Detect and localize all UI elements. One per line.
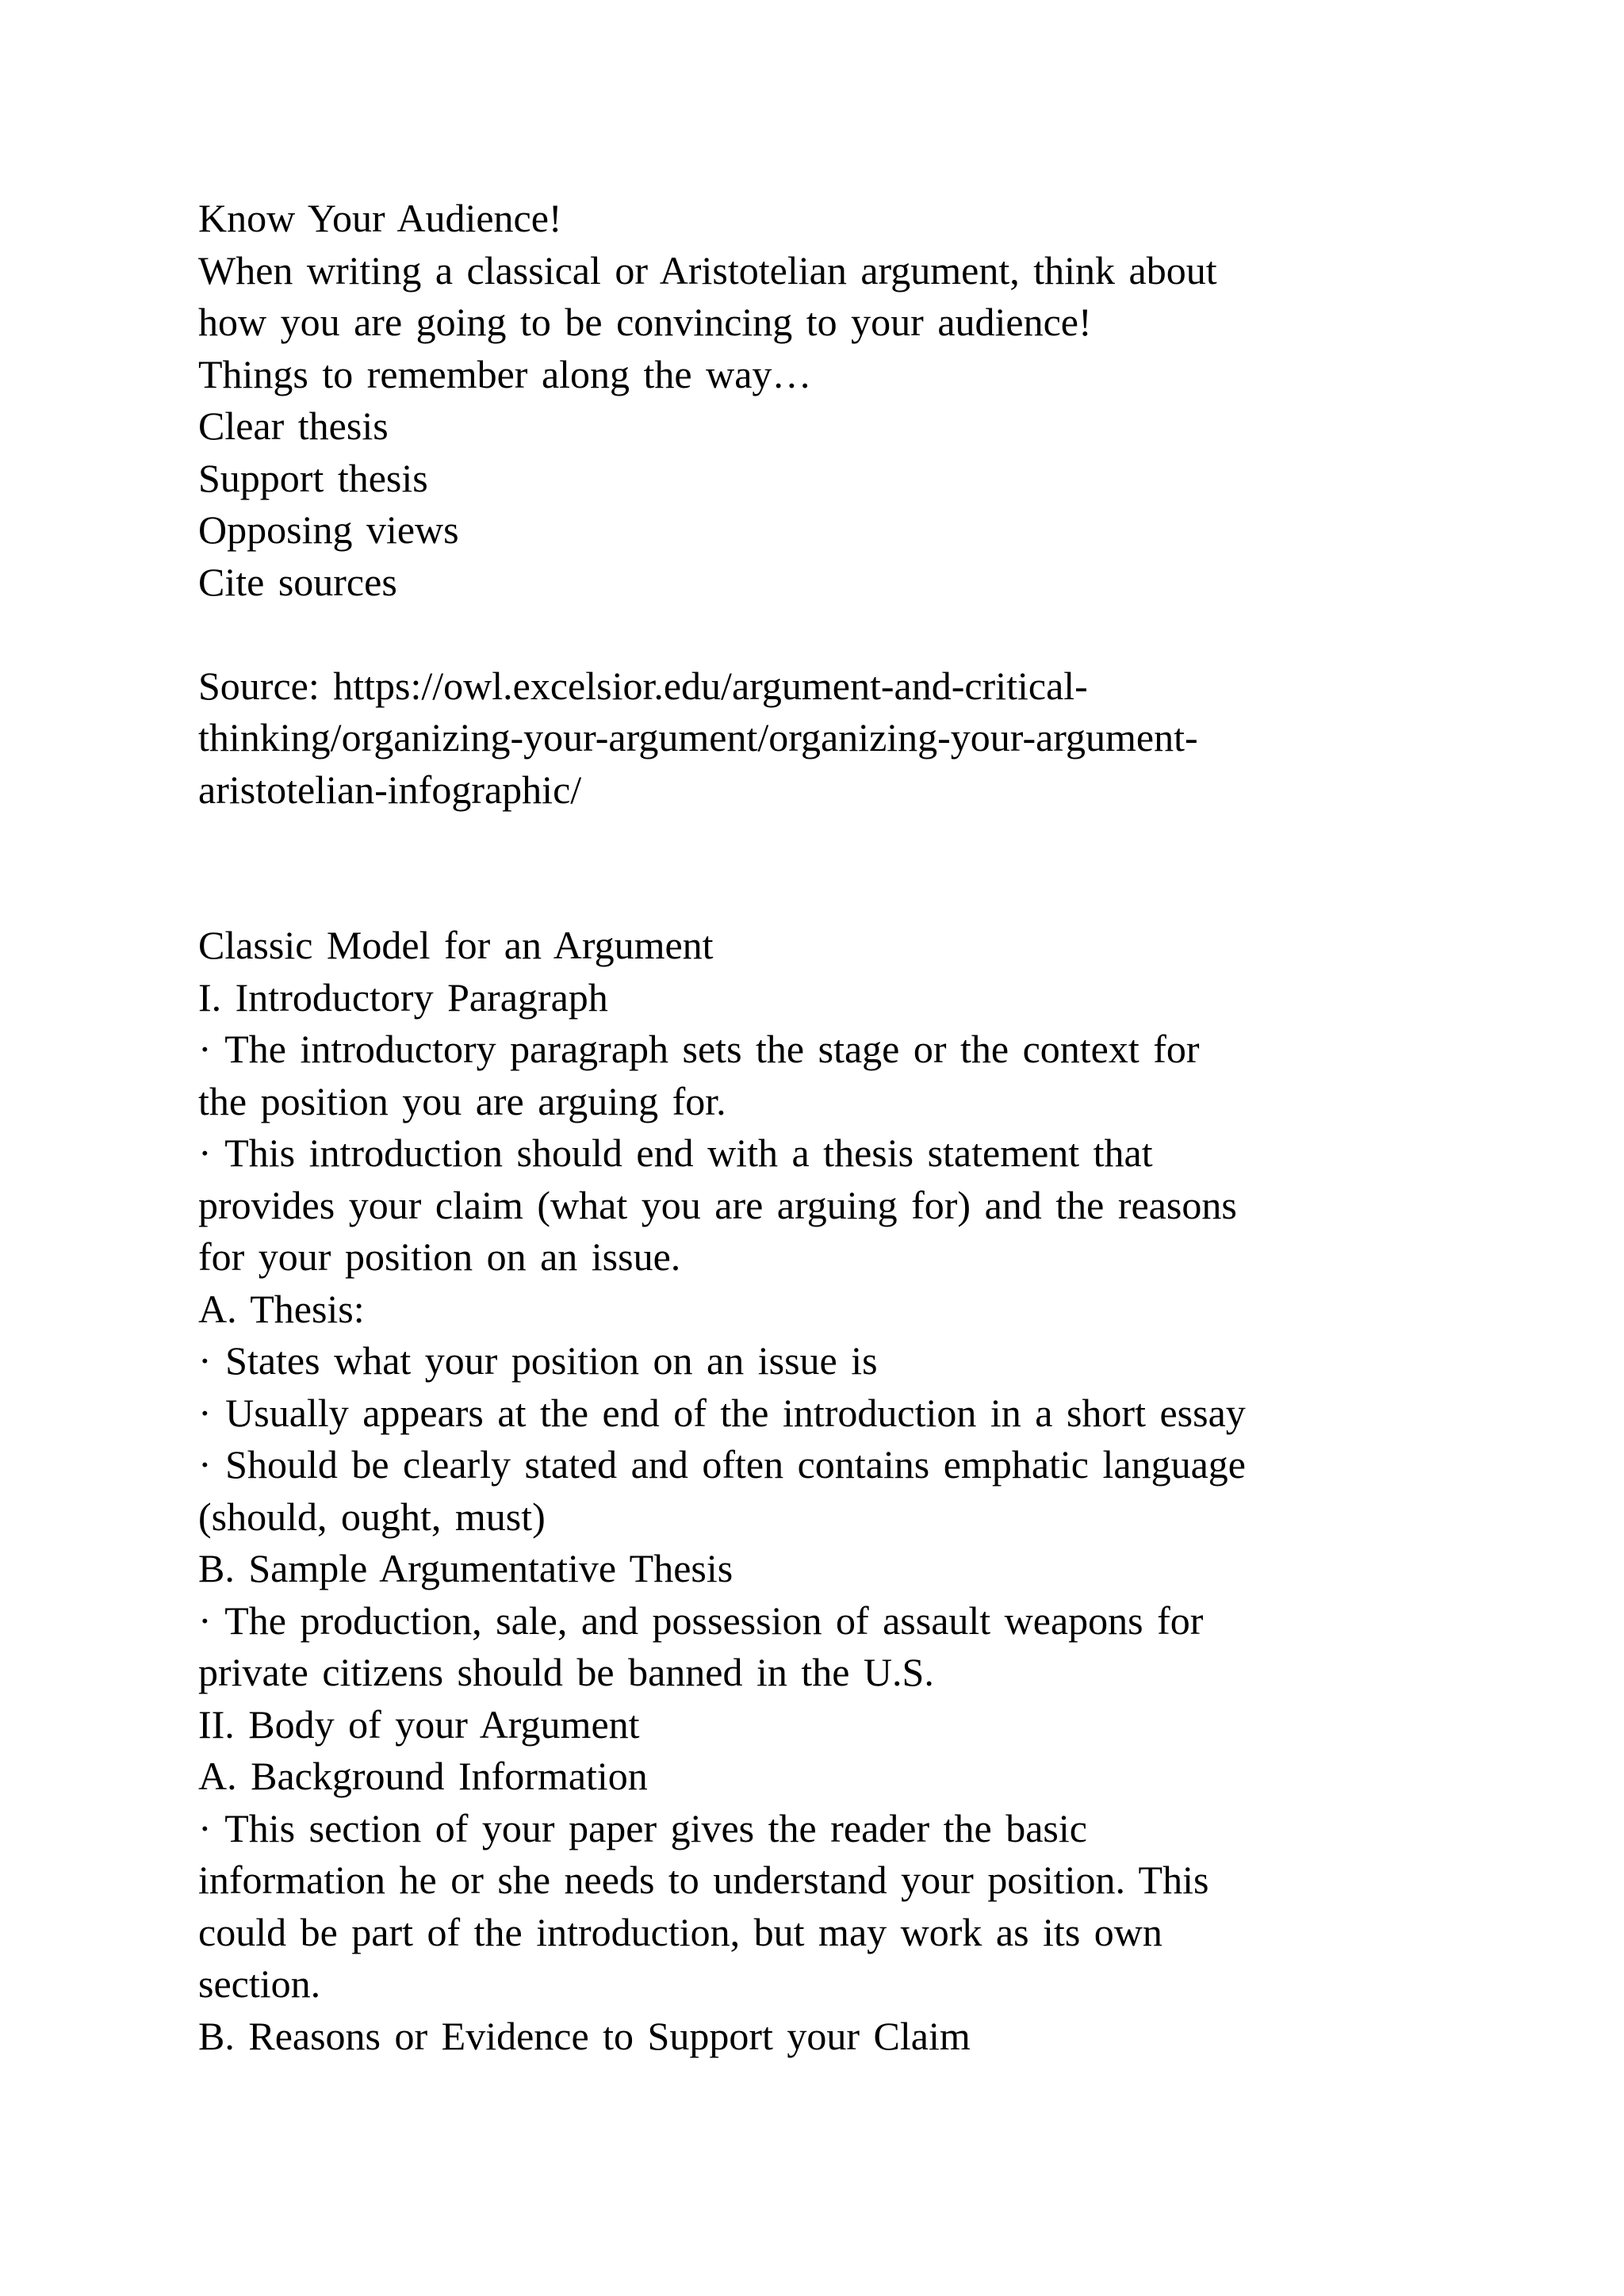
body-line: (should, ought, must) bbox=[198, 1494, 546, 1539]
heading-know-your-audience: Know Your Audience! bbox=[198, 196, 562, 240]
list-item-clear-thesis: Clear thesis bbox=[198, 404, 389, 448]
source-line: Source: https://owl.excelsior.edu/argument-and-critical- bbox=[198, 663, 1088, 708]
body-line: When writing a classical or Aristotelian argument, think about bbox=[198, 247, 1217, 293]
body-line: information he or she needs to understand your position. This bbox=[198, 1858, 1209, 1902]
source-line: aristotelian-infographic/ bbox=[198, 767, 582, 812]
list-item-opposing-views: Opposing views bbox=[198, 507, 459, 552]
body-line: · The production, sale, and possession of assault weapons for bbox=[198, 1598, 1204, 1643]
heading-classic-model: Classic Model for an Argument bbox=[198, 923, 714, 967]
body-line: how you are going to be convincing to your audience! bbox=[198, 300, 1092, 344]
subsection-heading-reasons-evidence: B. Reasons or Evidence to Support your Claim bbox=[198, 2013, 971, 2058]
section-heading-introductory-paragraph: I. Introductory Paragraph bbox=[198, 974, 608, 1020]
body-line: could be part of the introduction, but may work as its own bbox=[198, 1909, 1162, 1954]
section-heading-body-of-argument: II. Body of your Argument bbox=[198, 1701, 640, 1747]
body-line: section. bbox=[198, 1961, 321, 2006]
subsection-heading-thesis: A. Thesis: bbox=[198, 1286, 365, 1331]
body-line: provides your claim (what you are arguing for) and the reasons bbox=[198, 1182, 1237, 1227]
source-line: thinking/organizing-your-argument/organizing-your-argument- bbox=[198, 715, 1198, 760]
document-body bbox=[198, 193, 1483, 2062]
body-line: · Should be clearly stated and often contains emphatic language bbox=[198, 1442, 1246, 1487]
body-line: · States what your position on an issue is bbox=[198, 1338, 878, 1383]
body-line: · This section of your paper gives the reader the basic bbox=[198, 1805, 1087, 1850]
body-line: · The introductory paragraph sets the stage or the context for bbox=[198, 1027, 1200, 1071]
subsection-heading-background: A. Background Information bbox=[198, 1754, 648, 1798]
blank-line bbox=[198, 816, 1483, 868]
body-line: · Usually appears at the end of the introduction in a short essay bbox=[198, 1390, 1246, 1435]
body-line: for your position on an issue. bbox=[198, 1234, 681, 1279]
body-line: the position you are arguing for. bbox=[198, 1078, 726, 1123]
subsection-heading-sample-thesis: B. Sample Argumentative Thesis bbox=[198, 1546, 733, 1590]
body-line: Things to remember along the way… bbox=[198, 351, 812, 396]
blank-line bbox=[198, 868, 1483, 920]
list-item-cite-sources: Cite sources bbox=[198, 559, 397, 604]
body-line: · This introduction should end with a thesis statement that bbox=[198, 1131, 1153, 1175]
body-line: private citizens should be banned in the U.S. bbox=[198, 1650, 934, 1694]
blank-line bbox=[198, 608, 1483, 660]
list-item-support-thesis: Support thesis bbox=[198, 455, 428, 500]
